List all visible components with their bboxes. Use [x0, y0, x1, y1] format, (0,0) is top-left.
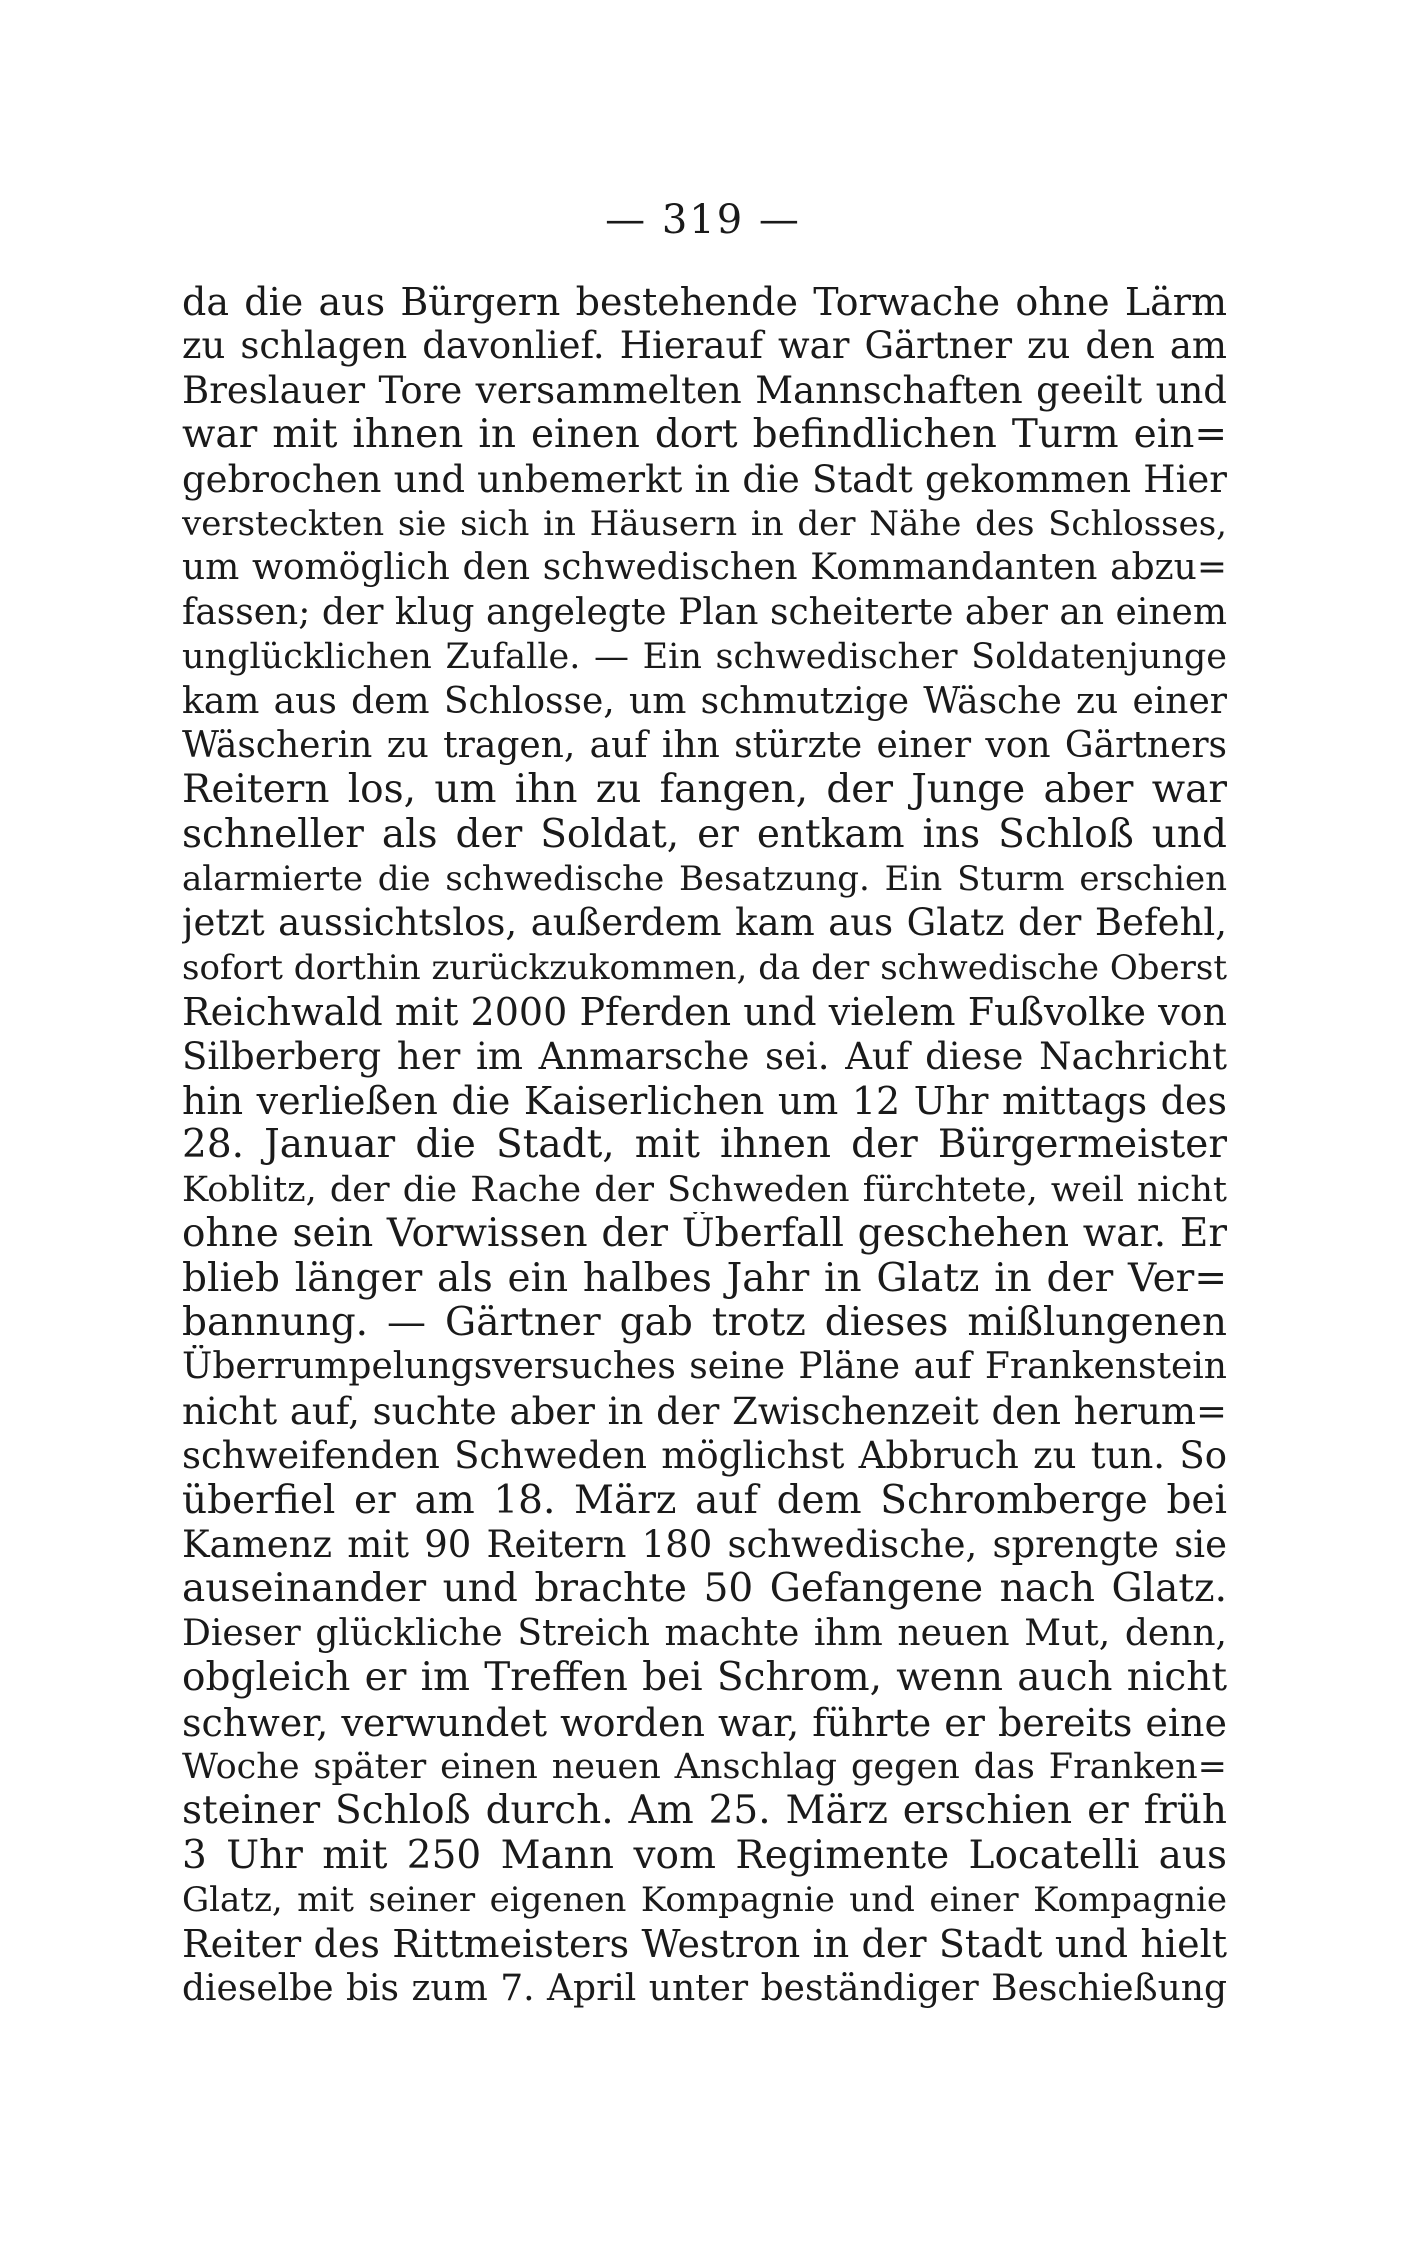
text-line: Reichwald mit 2000 Pferden und vielem Fußvolke von: [182, 990, 1227, 1035]
text-line: jetzt aussichtslos, außerdem kam aus Glatz der Befehl,: [182, 901, 1227, 945]
text-line: schweifenden Schweden möglichst Abbruch zu tun. So: [182, 1434, 1227, 1478]
text-line: Überrumpelungsversuches seine Pläne auf Frankenstein: [182, 1346, 1227, 1388]
page-number: — 319 —: [605, 197, 801, 243]
text-line: gebrochen und unbemerkt in die Stadt gekommen Hier: [182, 457, 1227, 501]
text-line: nicht auf, suchte aber in der Zwischenzeit den herum=: [182, 1389, 1227, 1433]
text-line: obgleich er im Treffen bei Schrom, wenn auch nicht: [182, 1656, 1227, 1701]
body-text: [182, 280, 1227, 2011]
text-line: fassen; der klug angelegte Plan scheiterte aber an einem: [182, 591, 1227, 633]
text-line: hin verließen die Kaiserlichen um 12 Uhr mittags des: [182, 1079, 1227, 1124]
text-line: Reiter des Rittmeisters Westron in der Stadt und hielt: [182, 1922, 1227, 1967]
text-line: Woche später einen neuen Anschlag gegen das Franken=: [182, 1746, 1227, 1787]
text-line: Glatz, mit seiner eigenen Kompagnie und einer Kompagnie: [182, 1880, 1227, 1921]
text-line: ohne sein Vorwissen der Überfall geschehen war. Er: [182, 1212, 1227, 1257]
text-line: Reitern los, um ihn zu fangen, der Junge aber war: [182, 768, 1227, 813]
text-line: schneller als der Soldat, er entkam ins Schloß und: [182, 812, 1227, 857]
text-line: zu schlagen davonlief. Hierauf war Gärtner zu den am: [182, 324, 1227, 368]
text-line: da die aus Bürgern bestehende Torwache ohne Lärm: [182, 280, 1227, 324]
text-line: schwer, verwundet worden war, führte er bereits eine: [182, 1700, 1227, 1745]
text-line: war mit ihnen in einen dort befindlichen Turm ein=: [182, 413, 1227, 458]
text-line: blieb länger als ein halbes Jahr in Glatz in der Ver=: [182, 1256, 1227, 1301]
text-line: alarmierte die schwedische Besatzung. Ein Sturm erschien: [182, 859, 1227, 900]
text-line: Dieser glückliche Streich machte ihm neuen Mut, denn,: [182, 1612, 1227, 1654]
text-line: überfiel er am 18. März auf dem Schromberge bei: [182, 1478, 1227, 1523]
text-line: 28. Januar die Stadt, mit ihnen der Bürgermeister: [182, 1123, 1227, 1168]
text-line: unglücklichen Zufalle. — Ein schwedischer Soldatenjunge: [182, 637, 1227, 678]
text-line: steiner Schloß durch. Am 25. März erschien er früh: [182, 1789, 1227, 1834]
text-line: sofort dorthin zurückzukommen, da der schwedische Oberst: [182, 947, 1227, 988]
text-line: Koblitz, der die Rache der Schweden fürchtete, weil nicht: [182, 1169, 1227, 1210]
text-line: bannung. — Gärtner gab trotz dieses mißlungenen: [182, 1300, 1227, 1345]
text-line: um womöglich den schwedischen Kommandanten abzu=: [182, 547, 1227, 589]
text-line: kam aus dem Schlosse, um schmutzige Wäsche zu einer: [182, 680, 1227, 722]
text-line: Wäscherin zu tragen, auf ihn stürzte einer von Gärtners: [182, 724, 1227, 766]
text-line: auseinander und brachte 50 Gefangene nach Glatz.: [182, 1567, 1227, 1612]
text-line: Breslauer Tore versammelten Mannschaften geeilt und: [182, 368, 1227, 412]
text-line: dieselbe bis zum 7. April unter beständiger Beschießung: [182, 1967, 1227, 2009]
text-line: versteckten sie sich in Häusern in der Nähe des Schlosses,: [182, 503, 1227, 544]
text-line: Kamenz mit 90 Reitern 180 schwedische, sprengte sie: [182, 1522, 1227, 1566]
text-line: Silberberg her im Anmarsche sei. Auf diese Nachricht: [182, 1034, 1227, 1078]
text-line: 3 Uhr mit 250 Mann vom Regimente Locatelli aus: [182, 1833, 1227, 1878]
